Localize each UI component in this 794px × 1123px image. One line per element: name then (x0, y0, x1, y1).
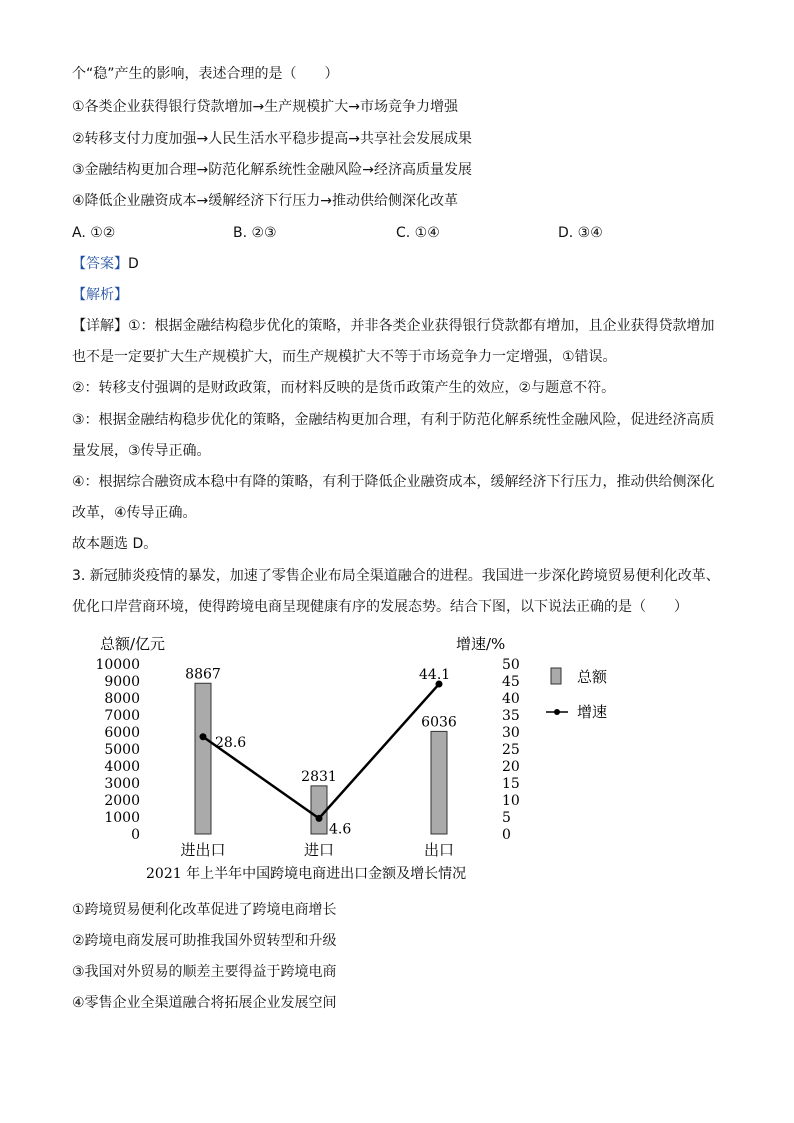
legend-line-marker (554, 709, 560, 715)
statement-4: ④降低企业融资成本→缓解经济下行压力→推动供给侧深化改革 (72, 193, 459, 209)
left-tick-label: 5000 (104, 742, 140, 758)
category-label: 进口 (303, 841, 335, 859)
option-b: B. ②③ (233, 225, 277, 241)
detail-line-7: 改革，④传导正确。 (72, 505, 197, 521)
right-tick-label: 10 (502, 793, 520, 809)
right-axis-title: 增速/% (456, 635, 506, 653)
q3-statement-2: ②跨境电商发展可助推我国外贸转型和升级 (72, 933, 337, 949)
detail-line-4: ③：根据金融结构稳步优化的策略，金融结构更加合理，有利于防范化解系统性金融风险，促进经济高质 (72, 412, 715, 428)
left-tick-label: 6000 (104, 725, 140, 741)
legend-line-label: 增速 (577, 703, 608, 721)
left-tick-label: 4000 (104, 759, 140, 775)
detail-line-2: 也不是一定要扩大生产规模扩大，而生产规模扩大不等于市场竞争力一定增强，①错误。 (72, 349, 617, 365)
answer-line (72, 254, 139, 274)
q3-statement-1: ①跨境贸易便利化改革促进了跨境电商增长 (72, 902, 337, 918)
right-tick-label: 15 (502, 776, 520, 792)
question3-stem-line-1: 3. 新冠肺炎疫情的暴发，加速了零售企业布局全渠道融合的进程。我国进一步深化跨境贸易便利化改革、 (72, 568, 720, 584)
right-tick-label: 40 (502, 691, 520, 707)
option-d: D. ③④ (558, 225, 603, 241)
right-tick-label: 30 (502, 725, 520, 741)
growth-rate-label: 4.6 (329, 821, 352, 838)
chart-title: 2021 年上半年中国跨境电商进出口金额及增长情况 (146, 866, 467, 882)
statement-2: ②转移支付力度加强→人民生活水平稳步提高→共享社会发展成果 (72, 131, 473, 147)
growth-rate-label: 28.6 (215, 734, 247, 751)
left-tick-label: 9000 (104, 674, 140, 690)
detail-line-6: ④：根据综合融资成本稳中有降的策略，有利于降低企业融资成本，缓解经济下行压力，推动供给侧深化 (72, 474, 715, 490)
growth-rate-label: 44.1 (419, 667, 451, 684)
option-c: C. ①④ (396, 225, 440, 241)
legend-bar-label: 总额 (577, 668, 608, 686)
right-tick-label: 5 (502, 810, 511, 826)
left-tick-label: 2000 (104, 793, 140, 809)
bar-value-label: 2831 (301, 768, 337, 785)
detail-line-3: ②：转移支付强调的是财政政策，而材料反映的是货币政策产生的效应，②与题意不符。 (72, 380, 616, 396)
right-tick-label: 35 (502, 708, 520, 724)
bar-value-label: 6036 (421, 714, 457, 731)
detail-tag: 【详解】 (72, 318, 128, 334)
right-tick-label: 25 (502, 742, 520, 758)
answer-value: D (128, 256, 139, 272)
left-tick-label: 1000 (104, 810, 140, 826)
growth-rate-point (316, 815, 323, 822)
answer-tag: 【答案】 (72, 256, 128, 272)
cross-border-ecommerce-chart (90, 630, 650, 890)
right-tick-label: 0 (502, 827, 511, 843)
left-tick-label: 3000 (104, 776, 140, 792)
bar-3 (431, 731, 447, 834)
statement-1: ①各类企业获得银行贷款增加→生产规模扩大→市场竞争力增强 (72, 99, 459, 115)
q3-statement-4: ④零售企业全渠道融合将拓展企业发展空间 (72, 995, 337, 1011)
left-tick-label: 0 (131, 827, 140, 843)
left-tick-label: 10000 (95, 657, 140, 673)
detail-line-8: 故本题选 D。 (72, 536, 158, 552)
statement-3: ③金融结构更加合理→防范化解系统性金融风险→经济高质量发展 (72, 162, 473, 178)
detail-line-1 (72, 316, 715, 336)
legend-bar-swatch (551, 668, 561, 684)
detail-line-5: 量发展，③传导正确。 (72, 443, 211, 459)
bar-value-label: 8867 (185, 666, 221, 683)
question-stem: 个“稳”产生的影响，表述合理的是（ ） (72, 66, 339, 82)
q3-statement-3: ③我国对外贸易的顺差主要得益于跨境电商 (72, 964, 337, 980)
right-tick-label: 50 (502, 657, 520, 673)
category-label: 进出口 (180, 841, 226, 859)
question3-stem-line-2: 优化口岸营商环境，使得跨境电商呈现健康有序的发展态势。结合下图，以下说法正确的是（ ） (72, 599, 688, 615)
right-tick-label: 20 (502, 759, 520, 775)
left-tick-label: 8000 (104, 691, 140, 707)
bar-2 (311, 786, 327, 834)
growth-rate-point (200, 733, 207, 740)
left-axis-title: 总额/亿元 (100, 635, 166, 653)
left-tick-label: 7000 (104, 708, 140, 724)
category-label: 出口 (423, 841, 455, 859)
option-a: A. ①② (72, 225, 116, 241)
bar-1 (195, 683, 211, 834)
right-tick-label: 45 (502, 674, 520, 690)
analysis-tag: 【解析】 (72, 287, 128, 303)
detail-text: ①：根据金融结构稳步优化的策略，并非各类企业获得银行贷款都有增加，且企业获得贷款增加 (128, 318, 715, 334)
